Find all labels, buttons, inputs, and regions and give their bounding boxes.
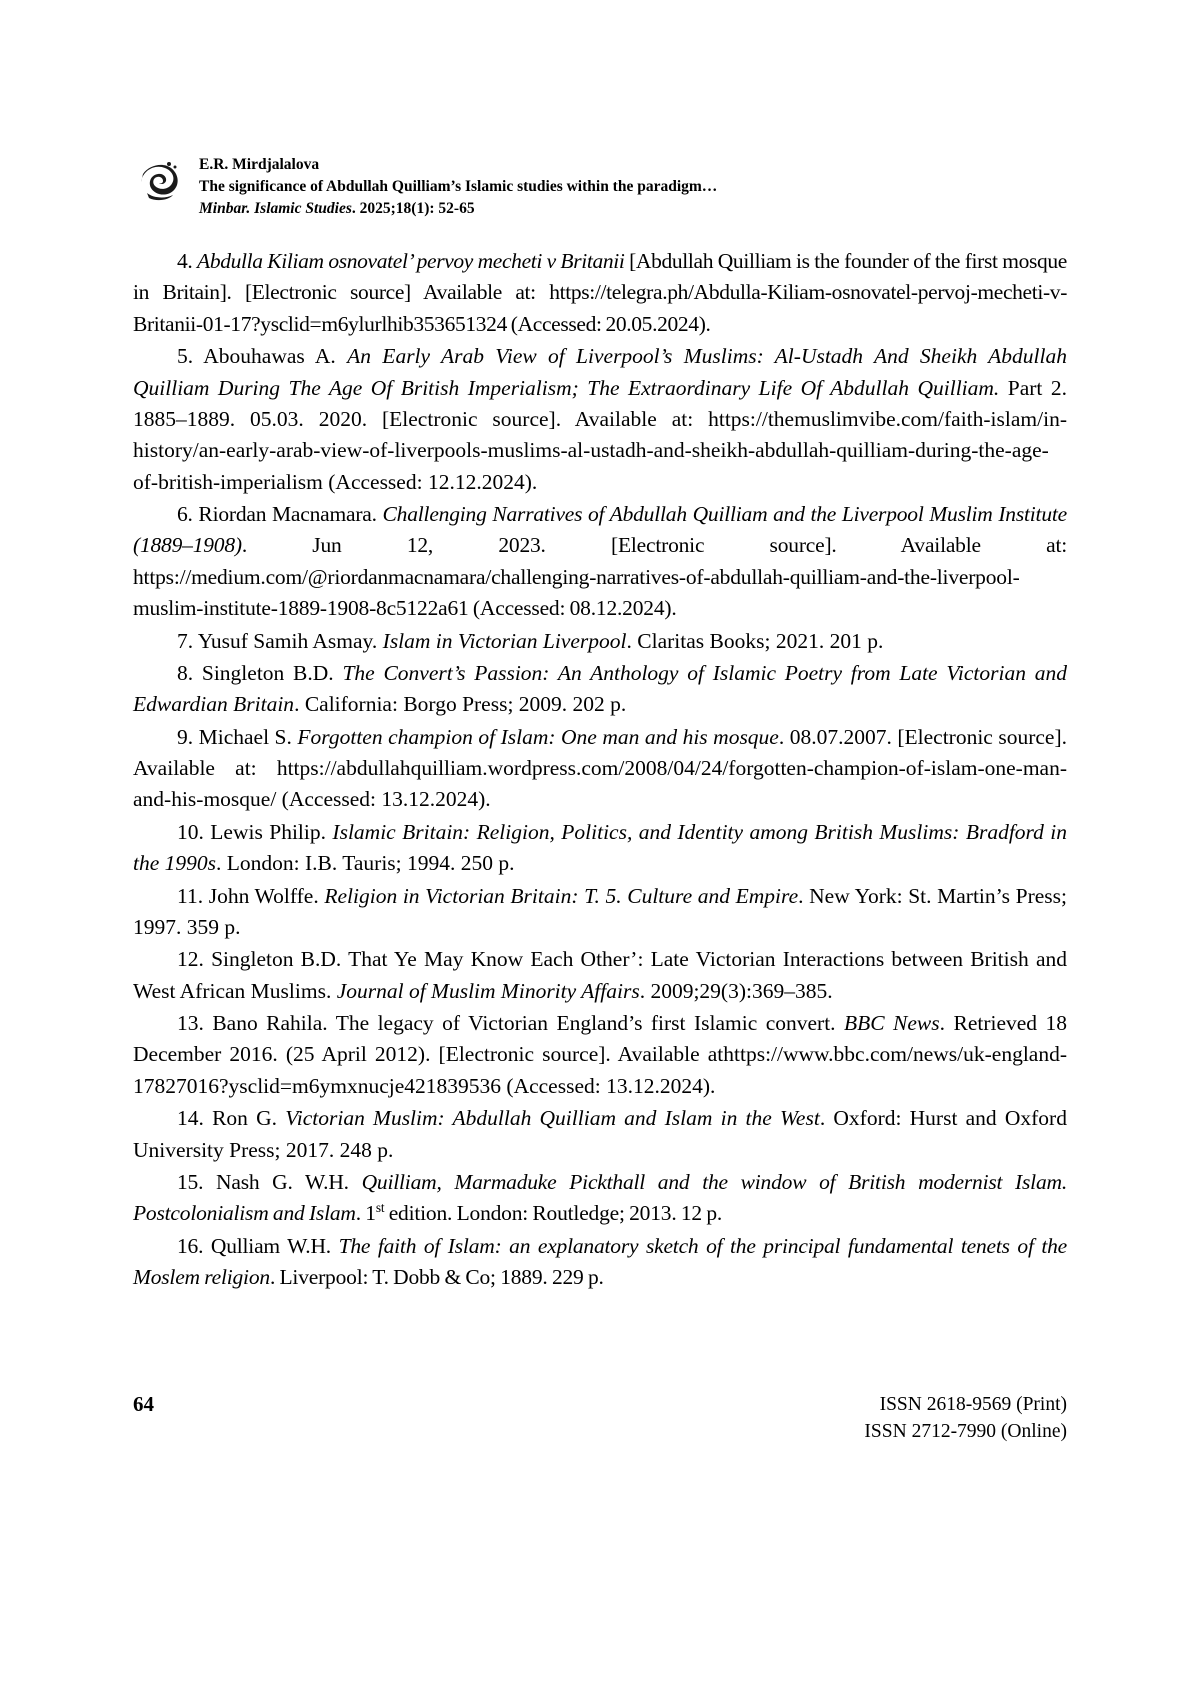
reference-text-run: Religion in Victorian Britain: T. 5. Culture and Empire: [324, 883, 799, 908]
reference-text-run: . 1: [355, 1201, 376, 1226]
reference-item: [133, 246, 1067, 340]
running-head-citation: . 2025;18(1): 52-65: [351, 200, 475, 217]
page-footer: [133, 1392, 1067, 1446]
reference-item: [133, 881, 1067, 944]
reference-text-run: . 08.07.2007. [Electronic source]. Available at: https://abdullahquilliam.wordpress.com/2008/04/24/forgotten-champion-of-islam-one-man-and-his-mosque/ (Accessed: 13.12.2024).: [133, 724, 1067, 812]
reference-text-run: 15. Nash G. W.H.: [177, 1169, 362, 1194]
reference-item: [133, 341, 1067, 498]
reference-text-run: 7. Yusuf Samih Asmay.: [177, 628, 383, 653]
reference-item: [133, 1008, 1067, 1102]
reference-text-run: 16. Qulliam W.H.: [177, 1233, 339, 1258]
reference-text-run: . Retrieved 18 December 2016. (25 April 2012). [Electronic source]. Available athttps://www.bbc.com/news/uk-england-17827016?ysclid=m6ymxnucje421839536 (Accessed: 13.12.2024).: [133, 1011, 1068, 1098]
reference-item: [133, 1103, 1067, 1166]
reference-text-run: . London: I.B. Tauris; 1994. 250 p.: [216, 851, 515, 876]
reference-text-run: 10. Lewis Philip.: [177, 819, 333, 844]
reference-text-run: BBC News: [844, 1011, 940, 1035]
reference-text-run: 11. John Wolffe.: [177, 883, 325, 908]
reference-text-run: Forgotten champion of Islam: One man and his mosque: [297, 724, 779, 749]
reference-text-run: An Early Arab View of Liverpool’s Muslims: Al-Ustadh And Sheikh Abdullah Quilliam During The Age Of British Imperialism; The Extraordinary Life Of Abdullah Quilliam.: [133, 344, 1067, 400]
reference-text-run: . Liverpool: T. Dobb & Co; 1889. 229 p.: [269, 1265, 604, 1289]
reference-text-run: 4.: [177, 249, 198, 273]
reference-text-run: The Convert’s Passion: An Anthology of Islamic Poetry from Late Victorian and Edwardian Britain: [133, 660, 1067, 717]
reference-item: [133, 722, 1067, 816]
reference-item: [133, 499, 1067, 625]
reference-text-run: Quilliam, Marmaduke Pickthall and the window of British modernist Islam. Postcolonialism and Islam: [133, 1169, 1067, 1226]
reference-text-run: The faith of Islam: an explanatory sketch of the principal fundamental tenets of the Moslem religion: [133, 1233, 1067, 1289]
reference-text-run: 13. Bano Rahila. The legacy of Victorian England’s first Islamic convert.: [177, 1011, 844, 1035]
reference-text-run: 5. Abouhawas A.: [177, 344, 348, 369]
reference-text-run: . Oxford: Hurst and Oxford University Press; 2017. 248 p.: [133, 1106, 1067, 1162]
reference-text-run: [Abdullah Quilliam is the founder of the first mosque in Britain]. [Electronic source] Available at: https://telegra.ph/Abdulla-Kiliam-osnovatel-pervoj-mecheti-v-Britanii-01-17?ysclid=m6ylurlhib353651324 (Accessed: 20.05.2024).: [133, 249, 1067, 336]
reference-text-run: edition. London: Routledge; 2013. 12 p.: [384, 1201, 723, 1226]
reference-text-run: 8. Singleton B.D.: [177, 660, 343, 685]
reference-text-run: Challenging Narratives of Abdullah Quilliam and the Liverpool Muslim Institute (1889–1908): [133, 502, 1067, 558]
running-head-journal: Minbar. Islamic Studies: [199, 200, 352, 217]
reference-text-run: Islam in Victorian Liverpool: [382, 628, 627, 653]
reference-text-run: Islamic Britain: Religion, Politics, and Identity among British Muslims: Bradford in the 1990s: [133, 819, 1067, 876]
reference-text-run: st: [375, 1200, 385, 1216]
reference-item: [133, 626, 1067, 657]
reference-item: [133, 658, 1067, 721]
reference-item: [133, 944, 1067, 1007]
reference-text-run: . Claritas Books; 2021. 201 p.: [626, 628, 884, 653]
reference-text-run: . New York: St. Martin’s Press; 1997. 359 p.: [133, 883, 1067, 939]
issn-print: ISSN 2618-9569 (Print): [879, 1394, 1067, 1416]
running-head-title: The significance of Abdullah Quilliam’s Islamic studies within the paradigm…: [199, 178, 718, 195]
reference-item: [133, 1167, 1067, 1230]
reference-text-run: Victorian Muslim: Abdullah Quilliam and Islam in the West: [285, 1106, 820, 1131]
journal-emblem-icon: [133, 152, 187, 206]
reference-item: [133, 1231, 1067, 1294]
reference-text-run: Journal of Muslim Minority Affairs: [336, 978, 640, 1003]
issn-online: ISSN 2712-7990 (Online): [864, 1421, 1067, 1443]
reference-text-run: Abdulla Kiliam osnovatel’ pervoy mecheti v Britanii: [197, 249, 625, 273]
reference-text-run: . 2009;29(3):369–385.: [639, 978, 833, 1003]
reference-item: [133, 817, 1067, 880]
running-head: [133, 150, 1067, 220]
reference-text-run: . California: Borgo Press; 2009. 202 p.: [294, 692, 627, 717]
reference-text-run: Part 2. 1885–1889. 05.03. 2020. [Electronic source]. Available at: https://themuslimvibe.com/faith-islam/in-history/an-early-arab-view-of-liverpools-muslims-al-ustadh-and-sheikh-abdullah-quilliam-during-the-age-of-british-imperialism (Accessed: 12.12.2024).: [133, 375, 1067, 494]
reference-text-run: 12. Singleton B.D. That Ye May Know Each Other’: Late Victorian Interactions between British and West African Muslims.: [133, 947, 1067, 1003]
reference-text-run: 6. Riordan Macnamara.: [177, 502, 383, 526]
reference-text-run: 9. Michael S.: [177, 724, 298, 749]
running-head-author: E.R. Mirdjalalova: [199, 156, 320, 173]
reference-text-run: . Jun 12, 2023. [Electronic source]. Available at: https://medium.com/@riordanmacnamara/challenging-narratives-of-abdullah-quilliam-and-the-liverpool-muslim-institute-1889-1908-8c5122a61 (Accessed: 08.12.2024).: [133, 533, 1067, 621]
reference-list: [133, 246, 1067, 1293]
page-number: 64: [133, 1392, 154, 1417]
reference-text-run: 14. Ron G.: [177, 1106, 286, 1131]
